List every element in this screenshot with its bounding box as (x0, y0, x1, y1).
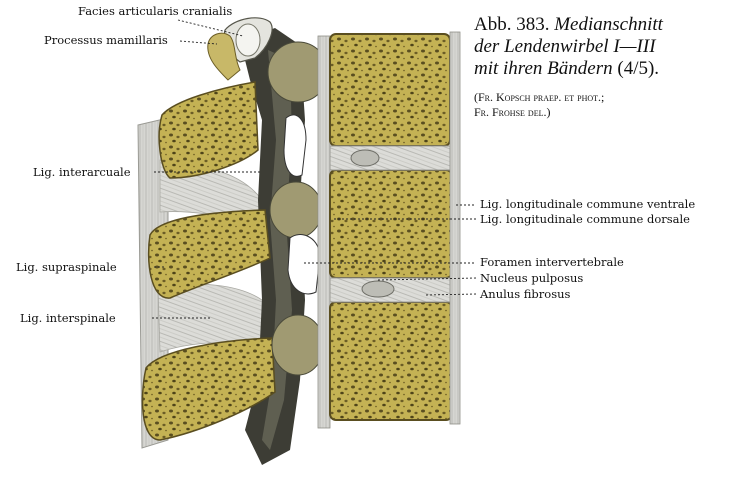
label-processus-mamillaris: Processus mamillaris (44, 33, 168, 47)
label-anulus-fibrosus: Anulus fibrosus (480, 287, 571, 301)
caption-line-3 (474, 58, 724, 80)
intervertebral-disc-1 (330, 146, 454, 170)
label-facies-articularis-cranialis: Facies articularis cranialis (78, 4, 233, 18)
nucleus-pulposus-2 (362, 281, 394, 297)
figure-number: Abb. 383. (474, 14, 550, 35)
anterior-longitudinal-ligament (450, 32, 460, 424)
figure-caption (474, 14, 724, 120)
vertebral-body-3 (330, 302, 452, 420)
caption-line-1 (474, 14, 724, 36)
articular-facet (236, 24, 260, 56)
label-lig-supraspinale: Lig. supraspinale (16, 260, 117, 274)
posterior-longitudinal-ligament (318, 36, 330, 428)
label-lig-longitudinale-dorsale: Lig. longitudinale commune dorsale (480, 212, 690, 226)
spinous-process-1 (159, 82, 258, 178)
intervertebral-foramen-1 (284, 115, 306, 176)
label-lig-interspinale: Lig. interspinale (20, 311, 116, 325)
credit-line-2: Fr. Frohse del.) (474, 105, 551, 119)
vertebral-body-1 (330, 34, 450, 146)
caption-title-2: der Lendenwirbel I—III (474, 36, 656, 57)
label-lig-interarcuale: Lig. interarcuale (33, 165, 131, 179)
pedicle-3 (272, 315, 324, 375)
label-lig-longitudinale-ventrale: Lig. longitudinale commune ventrale (480, 197, 696, 211)
intervertebral-foramen-2 (288, 235, 320, 294)
label-foramen-intervertebrale: Foramen intervertebrale (480, 255, 624, 269)
credit-line-1: (Fr. Kopsch praep. et phot.; (474, 90, 605, 104)
caption-title-3: mit ihren Bändern (474, 58, 613, 79)
vertebral-body-2 (330, 170, 452, 278)
pedicle-2 (270, 182, 322, 238)
figure-scale: (4/5). (617, 58, 660, 79)
caption-title-1: Medianschnitt (554, 14, 663, 35)
caption-line-2 (474, 36, 724, 58)
label-nucleus-pulposus: Nucleus pulposus (480, 271, 584, 285)
nucleus-pulposus-1 (351, 150, 379, 166)
